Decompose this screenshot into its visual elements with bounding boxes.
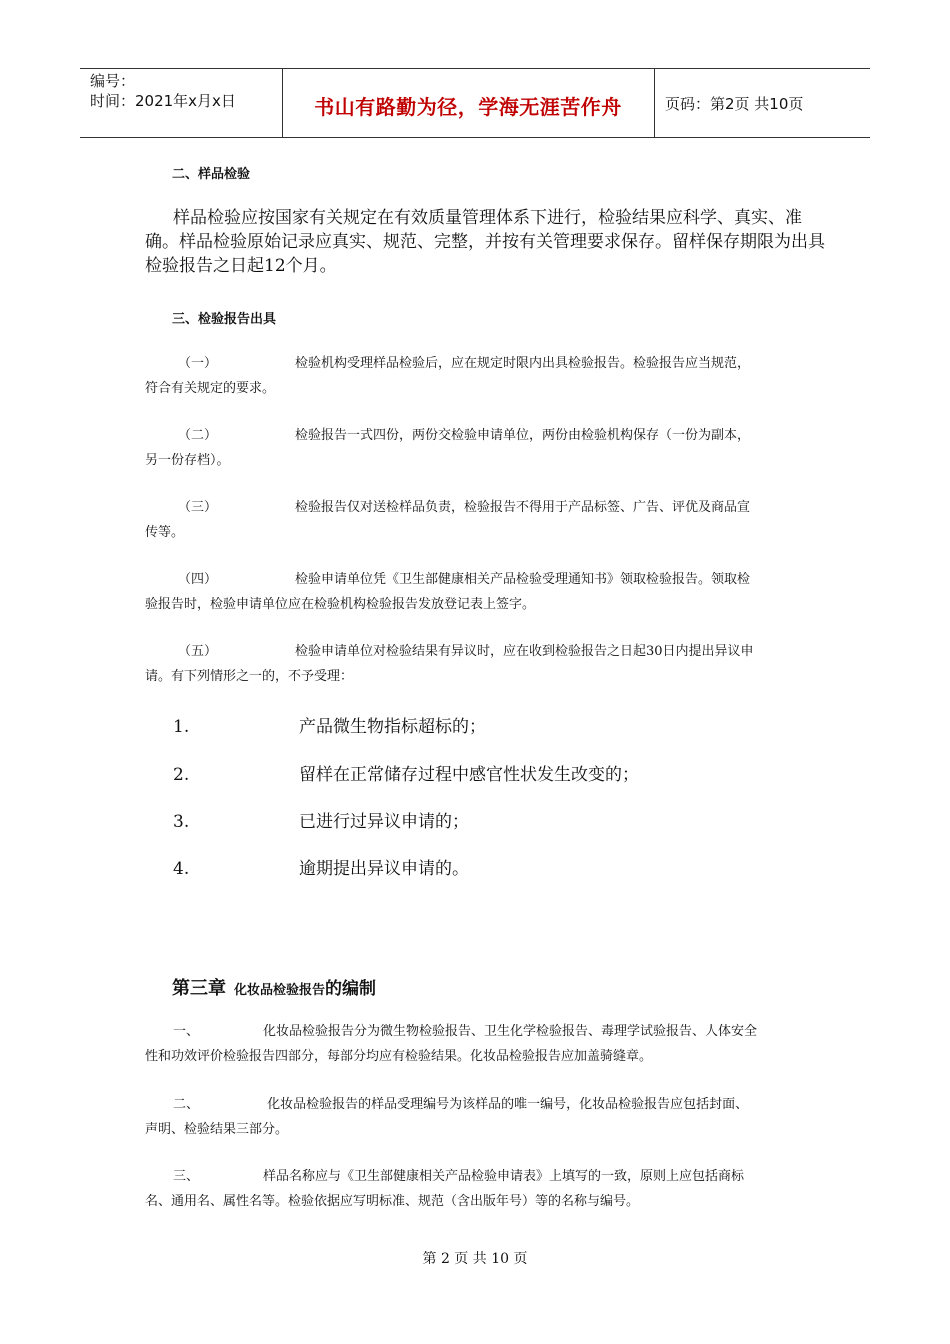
page-header xyxy=(80,68,870,138)
item-text: 检验报告一式四份，两份交检验申请单位，两份由检验机构保存（一份为副本， xyxy=(295,428,751,443)
item-text: 声明、检验结果三部分。 xyxy=(145,1122,289,1137)
item-text: 名、通用名、属性名等。检验依据应写明标准、规范（含出版年号）等的名称与编号。 xyxy=(145,1194,640,1209)
list-text: 留样在正常储存过程中感官性状发生改变的； xyxy=(299,765,639,785)
report-item xyxy=(145,351,810,401)
list-item xyxy=(173,712,486,737)
list-number: 3. xyxy=(173,812,190,832)
item-number: 一、 xyxy=(173,1024,200,1039)
report-item xyxy=(145,495,810,545)
item-text: 化妆品检验报告分为微生物检验报告、卫生化学检验报告、毒理学试验报告、人体安全 xyxy=(263,1024,758,1039)
item-text: 检验申请单位凭《卫生部健康相关产品检验受理通知书》领取检验报告。领取检 xyxy=(295,572,751,587)
item-text: 检验机构受理样品检验后，应在规定时限内出具检验报告。检验报告应当规范， xyxy=(295,356,751,371)
chapter-item xyxy=(145,1164,810,1214)
item-number: （二） xyxy=(178,428,218,443)
section-title: 二、样品检验 xyxy=(172,167,251,182)
header-meta xyxy=(90,71,236,111)
list-text: 已进行过异议申请的； xyxy=(299,812,469,832)
header-divider xyxy=(654,69,655,137)
item-text: 传等。 xyxy=(145,525,185,540)
report-item xyxy=(145,423,810,473)
item-text: 化妆品检验报告的样品受理编号为该样品的唯一编号，化妆品检验报告应包括封面、 xyxy=(263,1097,749,1112)
item-text: 性和功效评价检验报告四部分，每部分均应有检验结果。化妆品检验报告应加盖骑缝章。 xyxy=(145,1049,653,1064)
item-text: 样品名称应与《卫生部健康相关产品检验申请表》上填写的一致，原则上应包括商标 xyxy=(263,1169,745,1184)
item-text: 请。有下列情形之一的，不予受理： xyxy=(145,669,354,684)
section-title: 三、检验报告出具 xyxy=(172,312,277,327)
header-time: 时间：2021年x月x日 xyxy=(90,92,236,110)
item-text: 符合有关规定的要求。 xyxy=(145,381,276,396)
list-item xyxy=(173,760,639,785)
page-footer: 第 2 页 共 10 页 xyxy=(422,1251,528,1267)
header-page-number: 页码：第2页 共10页 xyxy=(665,95,804,113)
item-text: 检验报告仅对送检样品负责，检验报告不得用于产品标签、广告、评优及商品宣 xyxy=(295,500,751,515)
item-number: 三、 xyxy=(173,1169,200,1184)
list-number: 2. xyxy=(173,765,190,785)
chapter-number: 第三章 xyxy=(172,978,226,999)
item-number: （一） xyxy=(178,356,218,371)
report-item xyxy=(145,567,810,617)
list-number: 4. xyxy=(173,859,190,879)
chapter-suffix: 的编制 xyxy=(325,979,377,999)
item-number: 二、 xyxy=(173,1097,200,1112)
chapter-subject: 化妆品检验报告 xyxy=(234,983,326,998)
list-text: 产品微生物指标超标的； xyxy=(299,717,486,737)
item-text: 检验申请单位对检验结果有异议时，应在收到检验报告之日起30日内提出异议申 xyxy=(295,644,754,659)
section-body: 样品检验应按国家有关规定在有效质量管理体系下进行，检验结果应科学、真实、准确。样品检验原始记录应真实、规范、完整，并按有关管理要求保存。留样保存期限为出具检验报告之日起12个月。 xyxy=(145,208,825,276)
item-text: 验报告时，检验申请单位应在检验机构检验报告发放登记表上签字。 xyxy=(145,597,536,612)
report-item xyxy=(145,639,810,689)
list-text: 逾期提出异议申请的。 xyxy=(299,859,469,879)
item-number: （五） xyxy=(178,644,218,659)
header-number: 编号： xyxy=(90,72,136,90)
chapter-item xyxy=(145,1019,810,1069)
header-motto: 书山有路勤为径，学海无涯苦作舟 xyxy=(314,95,622,119)
list-item xyxy=(173,854,469,879)
item-number: （三） xyxy=(178,500,218,515)
item-text: 另一份存档）。 xyxy=(145,453,230,468)
item-number: （四） xyxy=(178,572,218,587)
list-item xyxy=(173,807,469,832)
chapter-title xyxy=(172,974,376,1000)
list-number: 1. xyxy=(173,717,190,737)
chapter-item xyxy=(145,1092,810,1142)
